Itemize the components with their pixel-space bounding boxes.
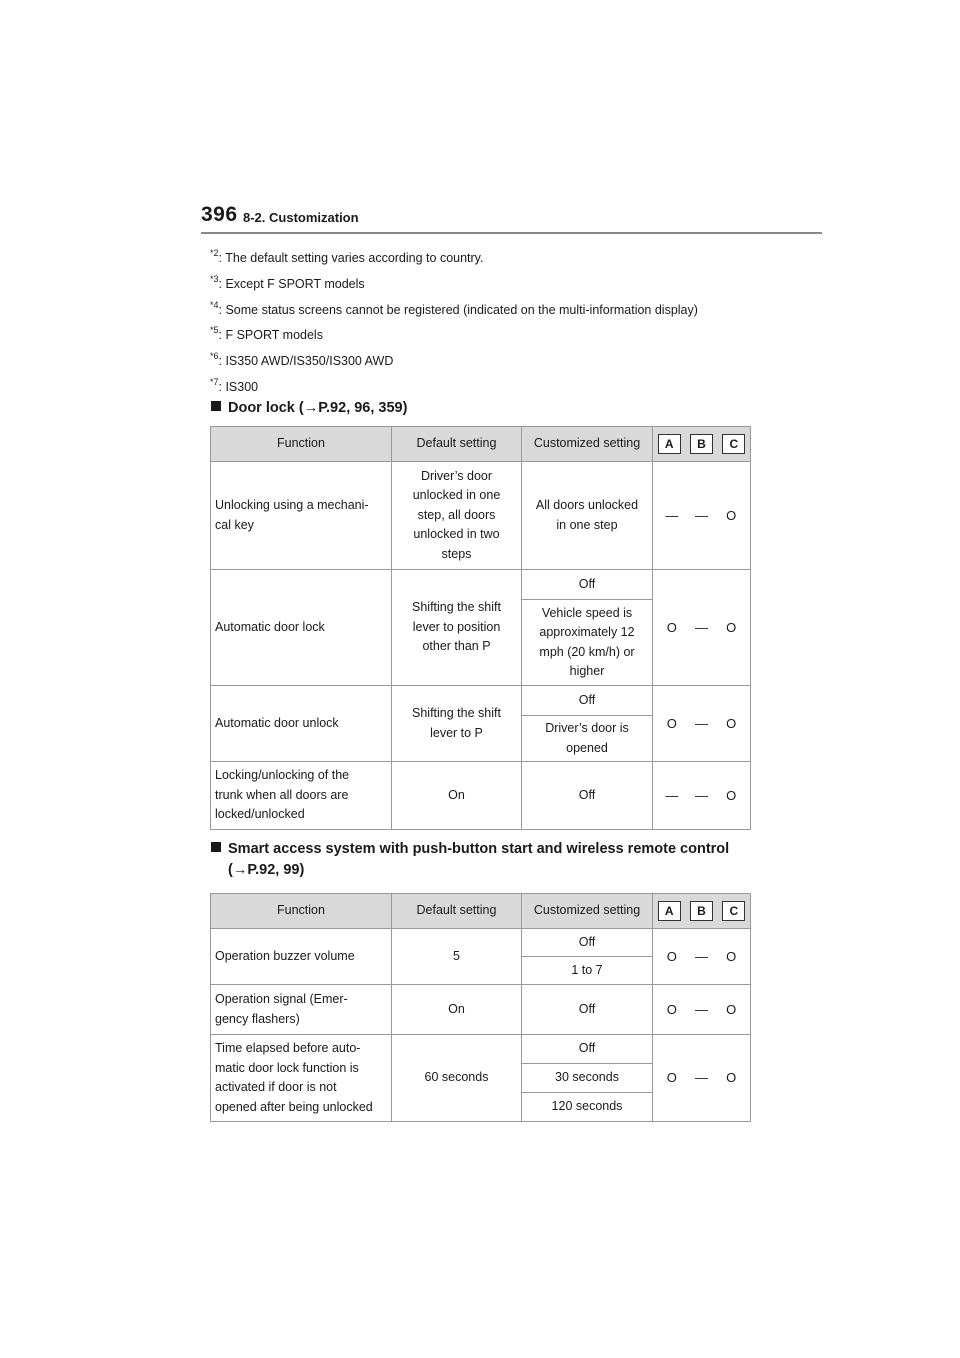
customized-cell: Driver’s door is opened	[522, 716, 653, 762]
customized-cell: Vehicle speed is approximately 12 mph (20 km/h) or higher	[522, 600, 653, 686]
table-row	[211, 929, 751, 957]
section-title: 8-2. Customization	[243, 210, 359, 225]
column-b-label: B	[690, 901, 713, 921]
door-lock-table	[210, 426, 751, 830]
abc-cell: O — O	[653, 985, 751, 1035]
square-bullet-icon	[211, 401, 221, 411]
customized-cell: Off	[522, 762, 653, 830]
customized-cell: Off	[522, 985, 653, 1035]
column-b-label: B	[690, 434, 713, 454]
table-row	[211, 686, 751, 716]
default-cell: Shifting the shift lever to position other than P	[392, 570, 522, 686]
abc-cell: — — O	[653, 462, 751, 570]
column-c-label: C	[722, 434, 745, 454]
abc-cell: O — O	[653, 1035, 751, 1122]
default-cell: On	[392, 762, 522, 830]
footnote: $^{*5}$: F SPORT models	[210, 325, 323, 343]
function-cell: Time elapsed before auto- matic door lock function is activated if door is not opened after being unlocked	[211, 1035, 392, 1122]
table-row	[211, 762, 751, 830]
footnote: $^{*6}$: IS350 AWD/IS350/IS300 AWD	[210, 351, 394, 369]
table-row	[211, 1035, 751, 1064]
column-header-customized: Customized setting	[522, 427, 653, 462]
table-row	[211, 985, 751, 1035]
abc-cell: O — O	[653, 686, 751, 762]
page-header	[0, 0, 960, 240]
smart-access-heading: Smart access system with push-button start and wireless remote control (→P.92, 99)	[211, 839, 729, 881]
customized-cell: All doors unlocked in one step	[522, 462, 653, 570]
customized-cell: Off	[522, 929, 653, 957]
column-header-default: Default setting	[392, 427, 522, 462]
function-cell: Operation signal (Emer- gency flashers)	[211, 985, 392, 1035]
footnote: $^{*3}$: Except F SPORT models	[210, 273, 365, 291]
column-c-label: C	[722, 901, 745, 921]
square-bullet-icon	[211, 842, 221, 852]
column-header-customized: Customized setting	[522, 894, 653, 929]
column-header-function: Function	[211, 894, 392, 929]
table-header-row	[211, 894, 751, 929]
customized-cell: 1 to 7	[522, 957, 653, 985]
abc-cell: O — O	[653, 929, 751, 985]
table-row	[211, 462, 751, 570]
default-cell: Driver’s door unlocked in one step, all doors unlocked in two steps	[392, 462, 522, 570]
customized-cell: Off	[522, 570, 653, 600]
function-cell: Automatic door lock	[211, 570, 392, 686]
function-cell: Operation buzzer volume	[211, 929, 392, 985]
abc-cell: — — O	[653, 762, 751, 830]
table-header-row	[211, 427, 751, 462]
default-cell: On	[392, 985, 522, 1035]
footnote: $^{*7}$: IS300	[210, 376, 259, 394]
default-cell: 5	[392, 929, 522, 985]
customized-cell: 120 seconds	[522, 1093, 653, 1122]
customized-cell: 30 seconds	[522, 1064, 653, 1093]
column-header-abc	[653, 427, 751, 462]
table-row	[211, 570, 751, 600]
column-a-label: A	[658, 434, 681, 454]
header-divider	[201, 232, 822, 234]
default-cell: Shifting the shift lever to P	[392, 686, 522, 762]
footnotes	[210, 244, 810, 399]
function-cell: Unlocking using a mechani- cal key	[211, 462, 392, 570]
column-a-label: A	[658, 901, 681, 921]
function-cell: Automatic door unlock	[211, 686, 392, 762]
smart-access-table	[210, 893, 751, 1122]
page-number: 396	[201, 203, 238, 226]
customized-cell: Off	[522, 1035, 653, 1064]
footnote: $^{*2}$: The default setting varies according to country.	[210, 248, 484, 265]
column-header-default: Default setting	[392, 894, 522, 929]
door-lock-heading: Door lock (→P.92, 96, 359)	[211, 398, 407, 419]
customized-cell: Off	[522, 686, 653, 716]
abc-cell: O — O	[653, 570, 751, 686]
column-header-function: Function	[211, 427, 392, 462]
footnote: $^{*4}$: Some status screens cannot be registered (indicated on the multi-information display)	[210, 299, 698, 317]
default-cell: 60 seconds	[392, 1035, 522, 1122]
function-cell: Locking/unlocking of the trunk when all doors are locked/unlocked	[211, 762, 392, 830]
column-header-abc	[653, 894, 751, 929]
